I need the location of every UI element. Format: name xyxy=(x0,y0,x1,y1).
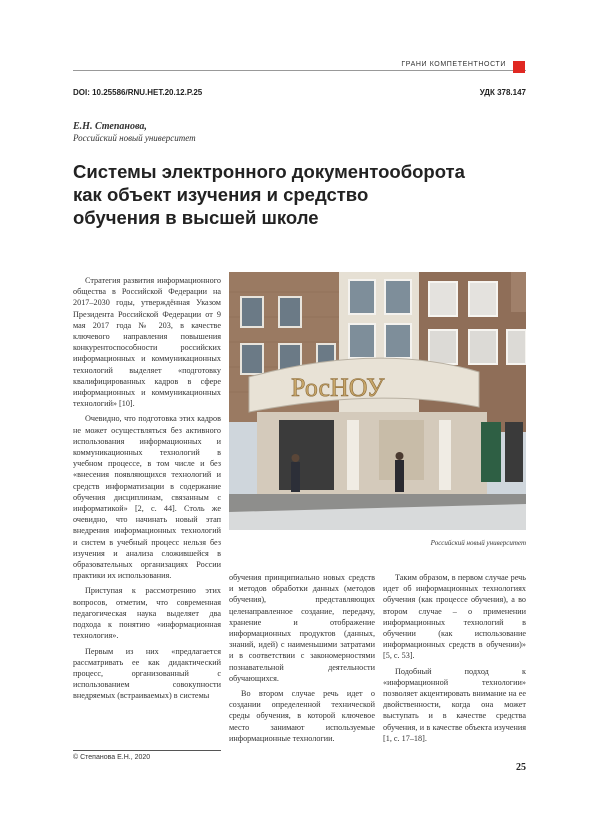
building-sign: РосНОУ xyxy=(291,373,385,402)
paragraph: обучения принципиально новых средств и методов обработки данных (методов обучения), представляющих целенаправленное создание, передачу, хранение и отображение информационных продуктов (данных, знаний, идей) с наименьшими затратами и в соответствии с закономерностями познавательной деятельности обучающихся. xyxy=(229,573,375,683)
udk-code: УДК 378.147 xyxy=(479,88,526,97)
section-marker xyxy=(513,61,525,73)
body-column-1 xyxy=(73,275,221,702)
header-rule xyxy=(73,70,526,71)
doi[interactable]: DOI: 10.25586/RNU.HET.20.12.P.25 xyxy=(73,88,203,97)
title-line: как объект изучения и средство xyxy=(73,184,369,205)
university-building-photo xyxy=(229,272,526,530)
footnote-rule xyxy=(73,750,221,751)
copyright-notice: © Степанова Е.Н., 2020 xyxy=(73,754,151,761)
title-line: Системы электронного документооборота xyxy=(73,161,465,182)
section-title: ГРАНИ КОМПЕТЕНТНОСТИ xyxy=(401,61,506,68)
title-line: обучения в высшей школе xyxy=(73,207,319,228)
paragraph: Стратегия развития информационного общества в Российской Федерации на 2017–2030 годы, утверждённая Указом Президента Российской Федерации от 9 мая 2017 года № 203, в качестве ключевого направления повышения конкурентоспособности российских информационных и коммуникационных технологий выделяет «подготовку квалифицированных кадров в сфере информационных и коммуникационных технологий» [10]. xyxy=(73,276,221,409)
paragraph: Первым из них «предлагается рассматривать ее как дидактический процесс, организованный с использованием совокупности внедряемых (встраиваемых) в системы xyxy=(73,646,221,701)
paragraph: Подобный подход к «информационной технологии» позволяет акцентировать внимание на ее двойственности, когда она может выступать и в качестве средства обучения, и в качестве объекта изучения [1, с. 17–18]. xyxy=(383,666,526,743)
paragraph: Очевидно, что подготовка этих кадров не может осуществляться без активного использования информационных и коммуникационных технологий в учебном процессе, в том числе и без «внесения появляющихся технологий и средств информатизации в содержание обучения дисциплинам, связанным с информатикой» [2, с. 44]. Столь же очевидно, что начинать новый этап внедрения информационных технологий и систем в учебный процесс нельзя без изучения и анализа сложившейся в образовательных организациях России практики их использования. xyxy=(73,414,221,581)
author-name: Е.Н. Степанова, xyxy=(73,121,147,132)
author-affiliation: Российский новый университет xyxy=(73,133,196,143)
paragraph: Приступая к рассмотрению этих вопросов, отметим, что современная педагогическая наука выделяет два подхода к понятию «информационная технология». xyxy=(73,586,221,641)
body-column-2 xyxy=(229,572,375,744)
article-title xyxy=(73,160,523,229)
figure-caption: Российский новый университет xyxy=(430,539,526,547)
page-number: 25 xyxy=(516,762,526,773)
body-column-3 xyxy=(383,572,526,744)
paragraph: Во втором случае речь идет о создании определенной технической среды обучения, в которой ключевое место занимают используемые информационные технологии. xyxy=(229,689,375,743)
paragraph: Таким образом, в первом случае речь идет об информационных технологиях обучения (как процессе обучения), а во втором случае – о применении информационных технологий в обучении (как использование информационных средств в обучении)» [5, с. 53]. xyxy=(383,573,526,661)
